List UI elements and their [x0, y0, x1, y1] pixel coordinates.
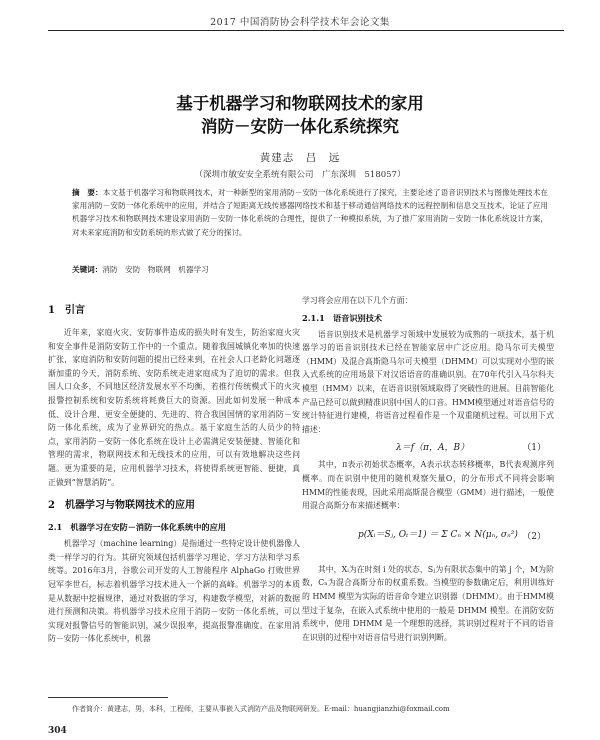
left-column: [48, 294, 300, 646]
continuation-line: 学习将会应用在以下几个方面：: [302, 296, 413, 305]
section-heading-intro: 1 引言: [48, 305, 85, 316]
intro-paragraph: 近年来，家庭火灾、安防事件造成的损失时有发生，防治家庭火灾和安全事件是消防安防工作中的一个重点。随着我国城镇化率加的快速扩张，家庭消防和安防问题的提出已经来到，在社会人口老龄化问题逐渐加重的今天，消防系统、安防系统走进家庭成为了迫切的需求。但我国人口众多，不同地区经济发展水平不均衡，若推行传统模式下的火灾报警控制系统和安防系统将耗费巨大的资源。因此如何发展一种成本低、设计合理、更安全便捷的、先进的、符合我国国情的家用消防－安防一体化系统，成为了业界研究的热点。基于家庭生活的人员少的特点，家用消防－安防一体化系统在设计上必需满足安装便捷、智能化和管理的需求，物联网技术和无线技术的应用，可以有效地解决这些问题。更为重要的是，应用机器学习技术，将使得系统更智能、便捷，真正做到“智慧消防”。: [48, 328, 300, 487]
equation-2-explanation: 其中，Xᵢ为在时刻 i 处的状态，Sⱼ为有限状态集中的第 j 个，M为阶数，Cₙ为混合高斯分布的权重系数。当模型的参数确定后，利用训练好的 HMM 模型为实际的语音命令建立识别器（DHMM）。由于HMM模型过于复杂，在嵌入式系统中使用的一般是 DHMM 模型。在消防安防系统中，使用 DHMM 是一个理想的选择，其识别过程对于不同的语音在识别的过程中对语音信号进行识别判断。: [302, 564, 554, 642]
equation-1-body: λ＝f（π，A，B）: [396, 443, 470, 454]
running-head: 2017 中国消防协会科学技术年会论文集: [210, 17, 390, 28]
abstract-label: 摘 要：: [72, 188, 103, 197]
page-number: 304: [48, 726, 67, 736]
section-heading-methods: 2 机器学习与物联网技术的应用: [48, 500, 195, 512]
equation-1: [302, 436, 554, 458]
abstract-text: 本文基于机器学习和物联网技术，对一种新型的家用消防－安防一体化系统进行了探究，主要论述了语音识别技术与图像处理技术在家用消防－安防一体化系统中的应用，并结合了短距离无线传感器网络技术和基于移动通信网络技术的远程控制和信息交互技术，论证了应用机器学习技术和物联网技术建设家用消防－安防一体化系统的合理性，提供了一种模拟系统，为了推广家用消防－安防一体化系统设计方案，对未来家庭消防和安防系统的形式做了充分的探讨。: [72, 188, 548, 237]
subsection-heading-2-1-1: 2.1.1 语音识别技术: [302, 312, 383, 323]
keywords-label: 关键词：: [72, 265, 103, 274]
subsection-heading-2-1: 2.1 机器学习在安防－消防一体化系统中的应用: [48, 522, 226, 533]
equation-2-body: p(Xᵢ＝Sⱼ, Oₜ＝1) ＝ Σ Cₙ × N(μₙ, σₙ²): [358, 529, 518, 540]
paper-title: [0, 92, 600, 138]
header-rule: [48, 30, 564, 31]
footnote-rule: [48, 697, 168, 698]
author-affiliation: （深圳市敏安安全系统有限公司 广东深圳 518057）: [194, 170, 406, 180]
keywords: [72, 264, 548, 275]
equation-1-explanation: 其中，π表示初始状态概率，A表示状态转移概率，B代表观测序列概率。而在识别中使用的随机观察矢量O，的分布形式不同将会影响HMM的性能表现，因此采用高斯混合模型（GMM）进行描述，一般使用混合高斯分布来描述概率：: [302, 460, 554, 511]
speech-recognition-paragraph: 语音识别技术是机器学习领域中发展较为成熟的一项技术，基于机器学习的语音识别技术已经在智能家居中广泛应用。隐马尔可夫模型（HMM）及混合高斯隐马尔可夫模型（DHMM）可以实现对小型的嵌入式系统的应用场景下对汉语语音的准确识别。在70年代引入马尔科夫模型（HMM）以来，在语音识别领域取得了突破性的进展。目前智能化产品已经可以做到精准识别中国人的口音。HMM模型通过对语音信号的统计特征进行建模，将语音过程看作是一个双重随机过程。可以用下式描述：: [302, 329, 554, 434]
author-list: 黄建志 吕 远: [259, 152, 341, 164]
abstract: [72, 186, 548, 239]
author-footnote: 作者简介：黄建志，男，本科，工程师，主要从事嵌入式消防产品及物联网研发。E-mail：huangjianzhi@foxmail.com: [72, 705, 450, 713]
right-column: [302, 294, 554, 644]
keywords-text: 消防 安防 物联网 机器学习: [102, 265, 209, 274]
ml-paragraph: 机器学习（machine learning）是指通过一些特定设计使机器像人类一样学习的行为。其研究领域包括机器学习理论、学习方法和学习系统等。2016年3月，谷歌公司开发的人工智能程序 AlphaGo 打败世界冠军李世石，标志着机器学习技术进入一个新的高峰。机器学习的本质是从数据中挖掘规律，通过对数据的学习，构建数学模型，对新的数据进行预测和决策。将机器学习技术应用于消防－安防一体化系统，可以实现对报警信号的智能识别，减少误报率，提高报警准确度。在家用消防－安防一体化系统中，机器: [48, 539, 300, 644]
equation-2-number: （2）: [522, 531, 546, 542]
title-line-2: 消防－安防一体化系统探究: [201, 117, 399, 136]
equation-2: [302, 513, 554, 563]
title-line-1: 基于机器学习和物联网技术的家用: [176, 94, 424, 113]
equation-1-number: （1）: [522, 443, 546, 454]
